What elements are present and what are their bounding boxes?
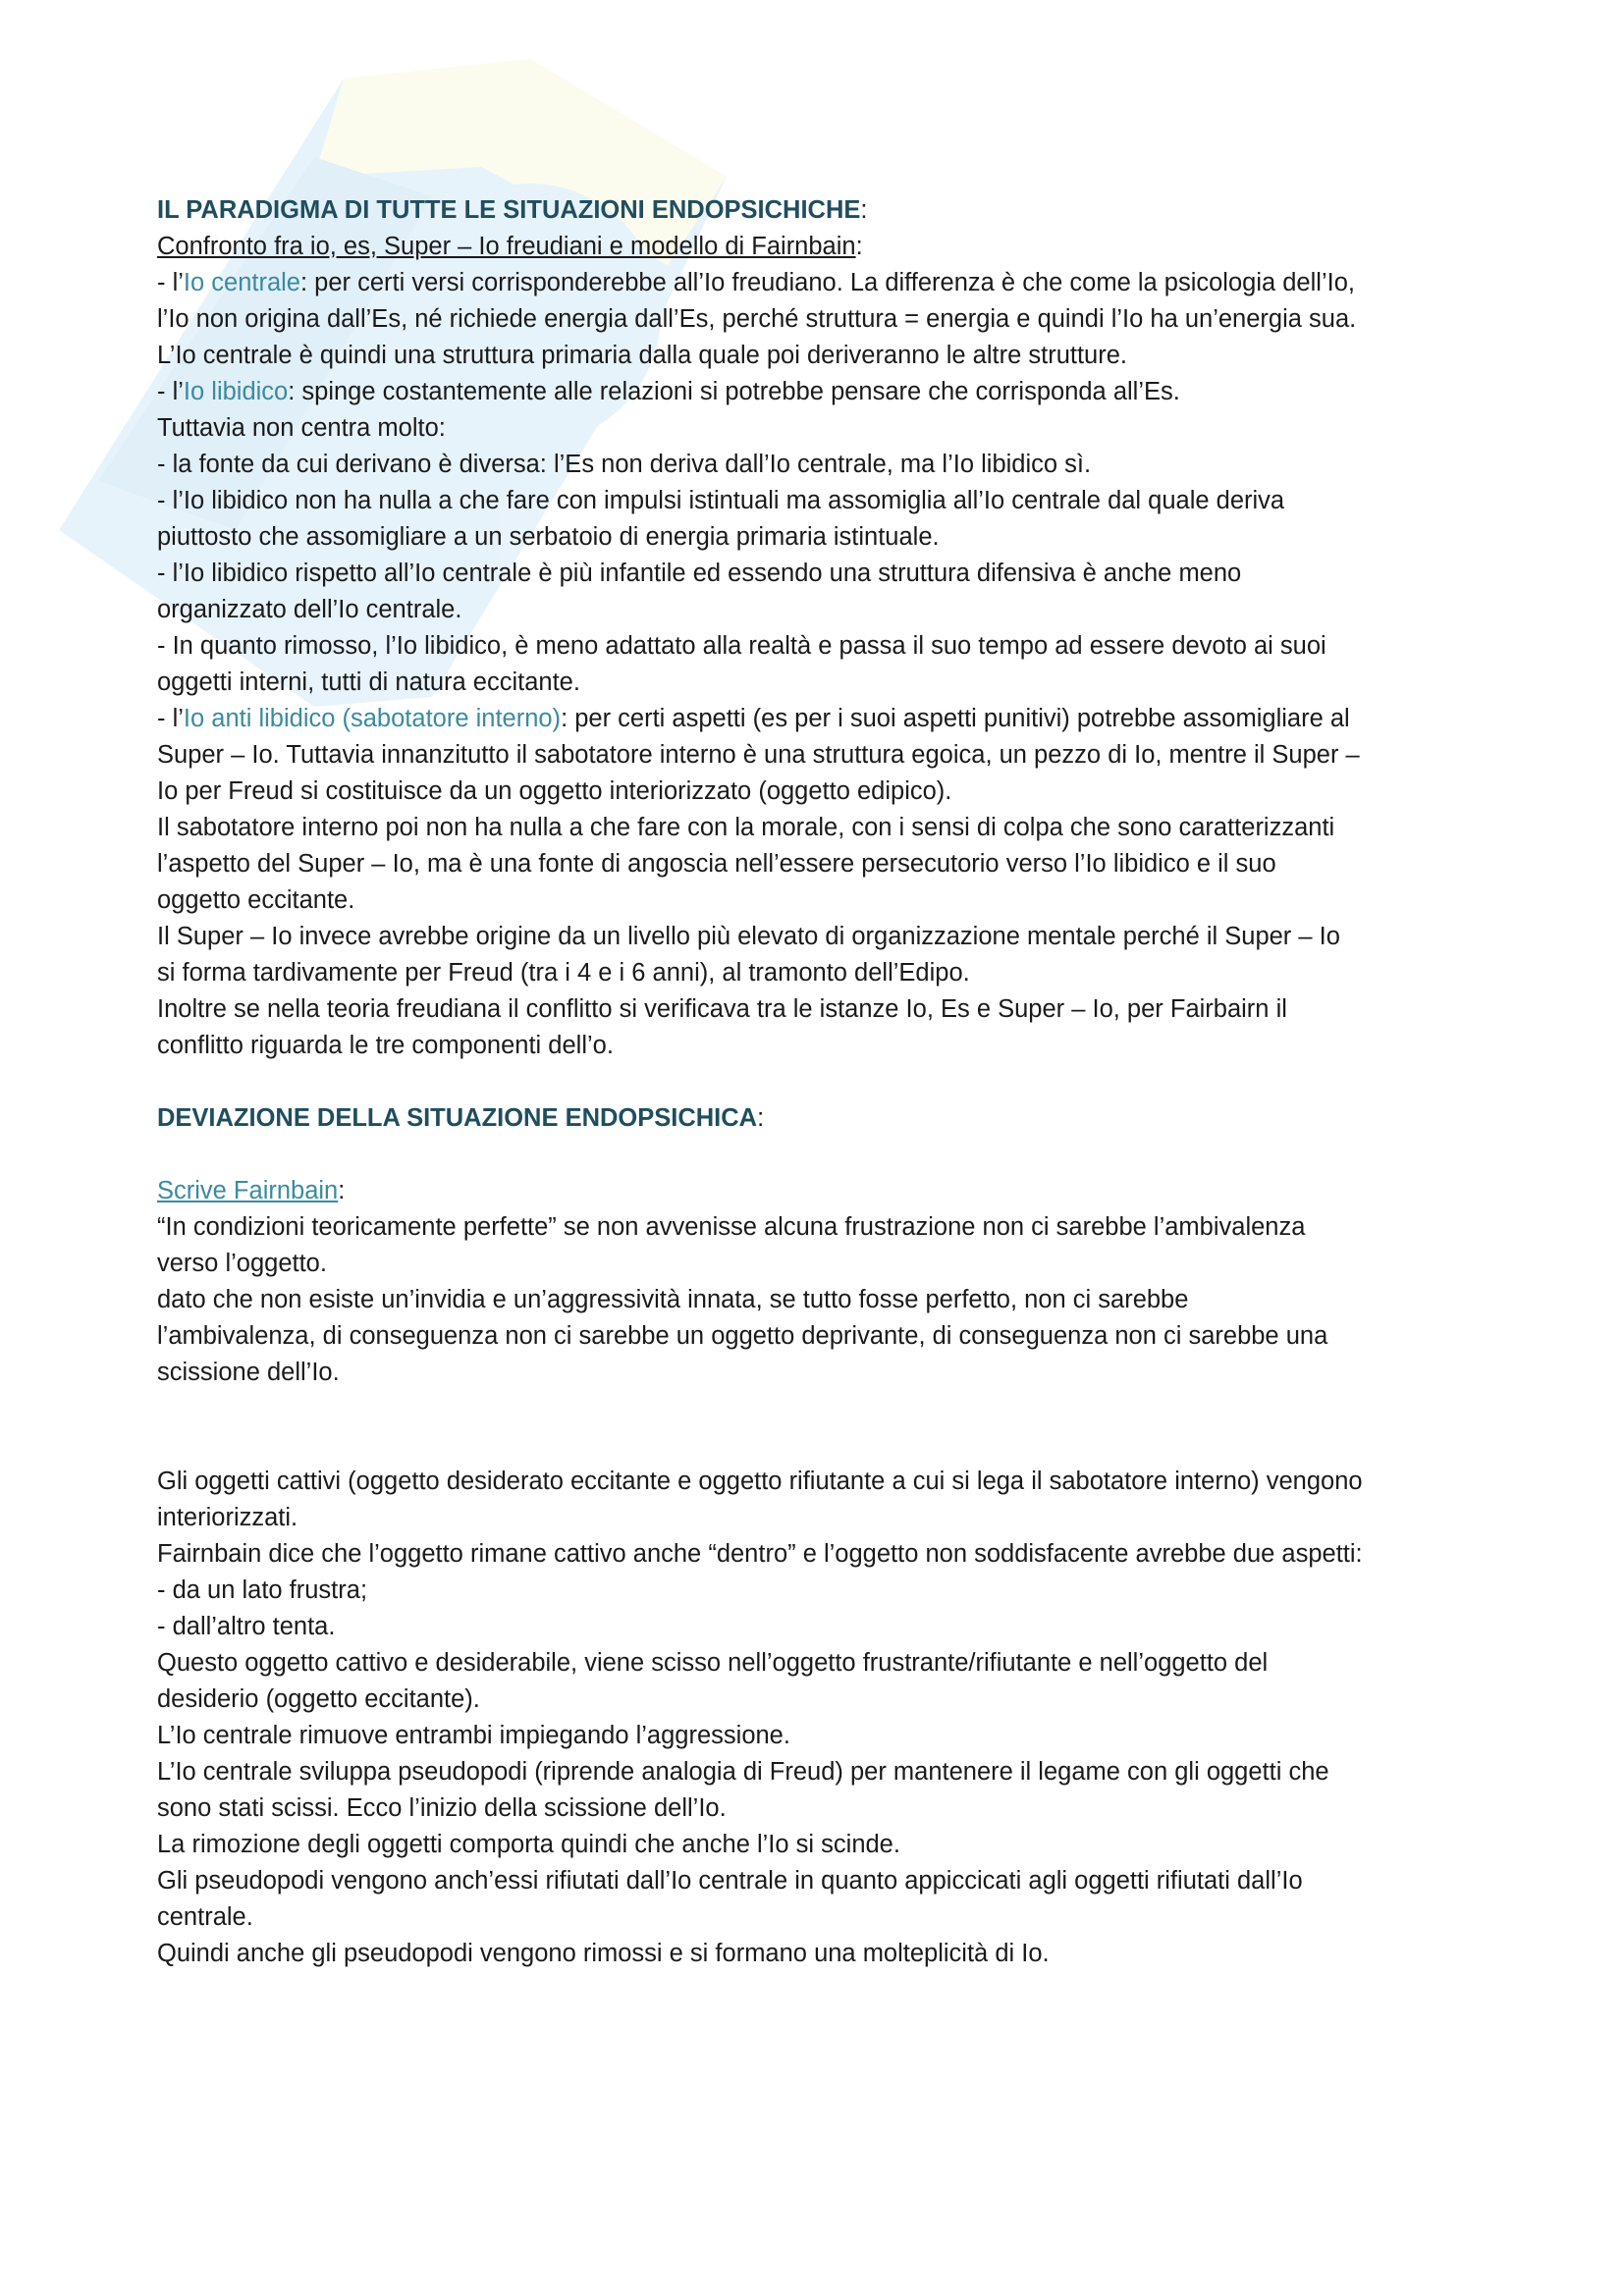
scrive-label: Scrive Fairnbain: bbox=[157, 1177, 346, 1204]
text-line: organizzato dell’Io centrale. bbox=[157, 596, 462, 623]
text-line: desiderio (oggetto eccitante). bbox=[157, 1685, 480, 1713]
text-line: verso l’oggetto. bbox=[157, 1250, 327, 1277]
text-line: Gli pseudopodi vengono anch’essi rifiutati dall’Io centrale in quanto appiccicati agli oggetti rifiutati dall’Io bbox=[157, 1867, 1303, 1895]
text-line: Il Super – Io invece avrebbe origine da un livello più elevato di organizzazione mentale perché il Super – Io bbox=[157, 923, 1340, 950]
paragraph-io-libidico: - l’Io libidico: spinge costantemente alle relazioni si potrebbe pensare che corrisponda all’Es. bbox=[157, 378, 1180, 405]
text-line: Quindi anche gli pseudopodi vengono rimossi e si formano una molteplicità di Io. bbox=[157, 1940, 1050, 1967]
text-line: L’Io centrale rimuove entrambi impiegando l’aggressione. bbox=[157, 1722, 790, 1749]
paragraph-io-centrale: - l’Io centrale: per certi versi corrisponderebbe all’Io freudiano. La differenza è che come la psicologia dell’Io, bbox=[157, 269, 1355, 296]
text-line: Questo oggetto cattivo e desiderabile, viene scisso nell’oggetto frustrante/rifiutante e nell’oggetto del bbox=[157, 1649, 1269, 1677]
text-line: L’Io centrale è quindi una struttura primaria dalla quale poi deriveranno le altre strutture. bbox=[157, 342, 1127, 369]
text-line: sono stati scissi. Ecco l’inizio della scissione dell’Io. bbox=[157, 1794, 727, 1822]
section-heading: DEVIAZIONE DELLA SITUAZIONE ENDOPSICHICA: bbox=[157, 1104, 765, 1132]
text-line: scissione dell’Io. bbox=[157, 1359, 340, 1386]
text-line: l’aspetto del Super – Io, ma è una fonte di angoscia nell’essere persecutorio verso l’Io libidico e il suo bbox=[157, 850, 1276, 878]
text-line: - l’Io libidico non ha nulla a che fare con impulsi istintuali ma assomiglia all’Io centrale dal quale deriva bbox=[157, 487, 1285, 514]
section-heading: IL PARADIGMA DI TUTTE LE SITUAZIONI ENDOPSICHICHE: bbox=[157, 196, 868, 224]
text-line: - l’Io libidico rispetto all’Io centrale è più infantile ed essendo una struttura difensiva è anche meno bbox=[157, 560, 1242, 587]
text-line: Inoltre se nella teoria freudiana il conflitto si verificava tra le istanze Io, Es e Super – Io, per Fairbairn il bbox=[157, 995, 1287, 1023]
text-line: - da un lato frustra; bbox=[157, 1576, 368, 1604]
text-line: interiorizzati. bbox=[157, 1504, 298, 1531]
text-line: Io per Freud si costituisce da un oggetto interiorizzato (oggetto edipico). bbox=[157, 777, 952, 805]
text-line: - In quanto rimosso, l’Io libidico, è meno adattato alla realtà e passa il suo tempo ad essere devoto ai suoi bbox=[157, 632, 1326, 660]
text-line: “In condizioni teoricamente perfette” se non avvenisse alcuna frustrazione non ci sarebbe l’ambivalenza bbox=[157, 1213, 1306, 1241]
text-line: conflitto riguarda le tre componenti dell’o. bbox=[157, 1032, 614, 1059]
term-io-anti-libidico: Io anti libidico (sabotatore interno) bbox=[183, 705, 562, 732]
term-io-libidico: Io libidico bbox=[183, 378, 289, 405]
text-line: piuttosto che assomigliare a un serbatoio di energia primaria istintuale. bbox=[157, 523, 940, 551]
text-line: l’Io non origina dall’Es, né richiede energia dall’Es, perché struttura = energia e quindi l’Io ha un’energia sua. bbox=[157, 305, 1357, 333]
document-page bbox=[157, 192, 1492, 1972]
text-line: L’Io centrale sviluppa pseudopodi (riprende analogia di Freud) per mantenere il legame con gli oggetti che bbox=[157, 1758, 1329, 1786]
text-line: centrale. bbox=[157, 1903, 253, 1931]
text-line: Super – Io. Tuttavia innanzitutto il sabotatore interno è una struttura egoica, un pezzo di Io, mentre il Super – bbox=[157, 741, 1360, 769]
text-line: Fairnbain dice che l’oggetto rimane cattivo anche “dentro” e l’oggetto non soddisfacente avrebbe due aspetti: bbox=[157, 1540, 1363, 1568]
text-line: si forma tardivamente per Freud (tra i 4 e i 6 anni), al tramonto dell’Edipo. bbox=[157, 959, 970, 987]
text-line: - la fonte da cui derivano è diversa: l’Es non deriva dall’Io centrale, ma l’Io libidico sì. bbox=[157, 451, 1092, 478]
paragraph-io-anti-libidico: - l’Io anti libidico (sabotatore interno): per certi aspetti (es per i suoi aspetti punitivi) potrebbe assomigliare al bbox=[157, 705, 1350, 732]
text-line: Il sabotatore interno poi non ha nulla a che fare con la morale, con i sensi di colpa che sono caratterizzanti bbox=[157, 814, 1335, 841]
text-line: La rimozione degli oggetti comporta quindi che anche l’Io si scinde. bbox=[157, 1831, 900, 1858]
section-subtitle: Confronto fra io, es, Super – Io freudiani e modello di Fairnbain: bbox=[157, 233, 863, 260]
text-line: Gli oggetti cattivi (oggetto desiderato eccitante e oggetto rifiutante a cui si lega il sabotatore interno) vengono bbox=[157, 1468, 1363, 1495]
text-line: - dall’altro tenta. bbox=[157, 1613, 336, 1640]
term-io-centrale: Io centrale bbox=[183, 269, 300, 296]
text-line: oggetto eccitante. bbox=[157, 886, 355, 914]
text-line: l’ambivalenza, di conseguenza non ci sarebbe un oggetto deprivante, di conseguenza non ci sarebbe una bbox=[157, 1322, 1328, 1350]
text-line: oggetti interni, tutti di natura eccitante. bbox=[157, 668, 580, 696]
text-line: dato che non esiste un’invidia e un’aggressività innata, se tutto fosse perfetto, non ci sarebbe bbox=[157, 1286, 1189, 1313]
text-line: Tuttavia non centra molto: bbox=[157, 414, 446, 442]
